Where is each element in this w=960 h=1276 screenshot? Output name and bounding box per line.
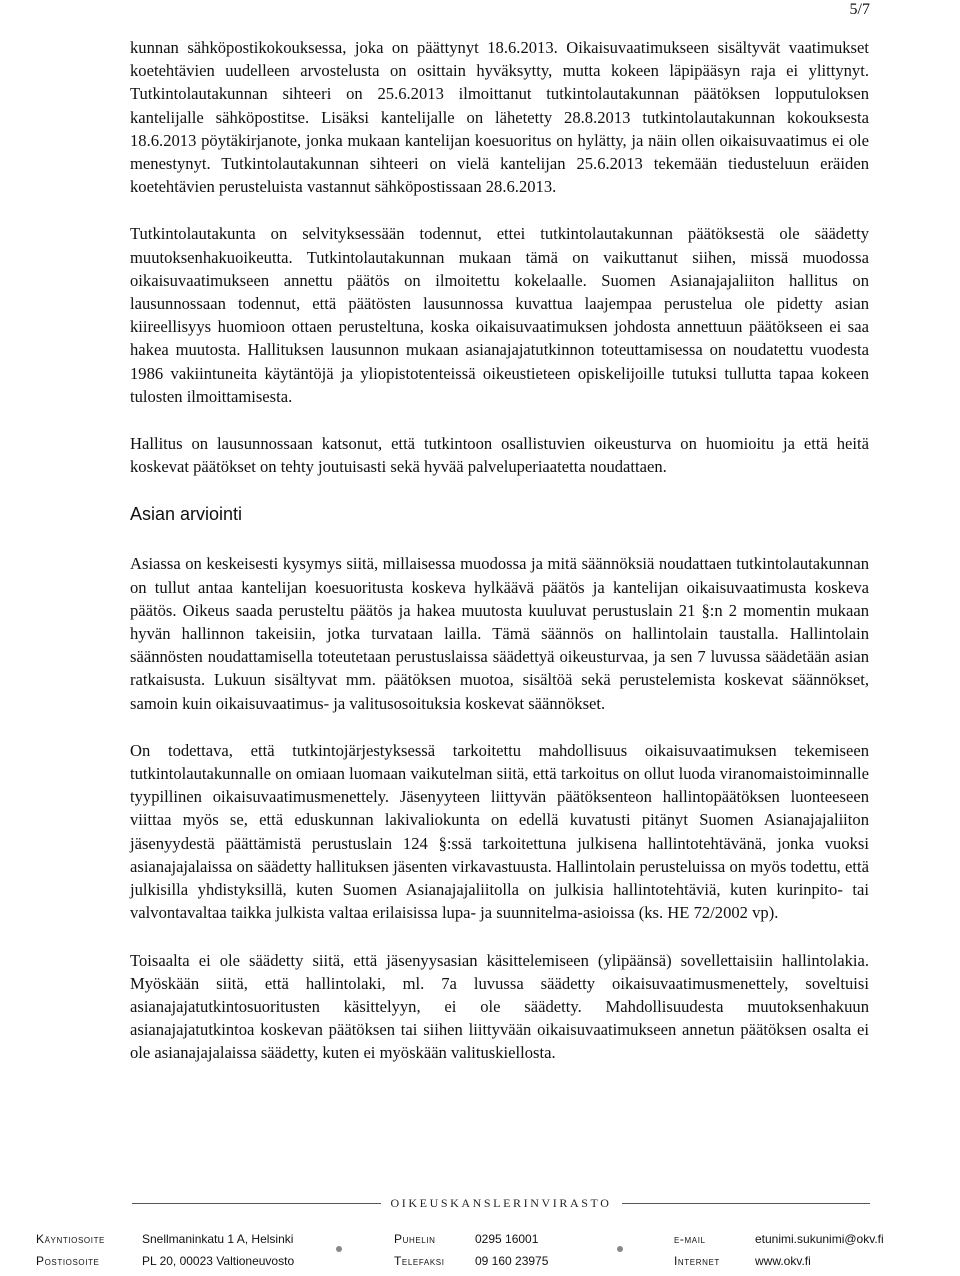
footer-brand-rule bbox=[132, 1196, 870, 1211]
footer-brand: OIKEUSKANSLERINVIRASTO bbox=[390, 1196, 612, 1210]
visit-value: Snellmaninkatu 1 A, Helsinki bbox=[142, 1232, 294, 1246]
footer-line-left bbox=[132, 1203, 381, 1204]
paragraph-1: kunnan sähköpostikokouksessa, joka on päättynyt 18.6.2013. Oikaisuvaatimukseen sisältyvät vaatimukset koetehtävien uudelleen arvostelusta on osittain hyväksytty, mutta kokeen läpipääsyn raja ei ylittynyt. Tutkintolautakunnan sihteeri on 25.6.2013 ilmoittanut tutkintolautakunnan päätöksen lopputuloksen kantelijalle sähköpostitse. Lisäksi kantelijalle on lähetetty 28.8.2013 tutkintolautakunnan kokouksesta 18.6.2013 pöytäkirjanote, jonka mukaan kantelijan koesuoritus on hylätty, ja näin ollen oikaisuvaatimus ei ole menestynyt. Tutkintolautakunnan sihteeri on vielä kantelijan 25.6.2013 tekemään tiedusteluun eräiden koetehtävien perusteluista vastannut sähköpostissaan 28.6.2013. bbox=[130, 38, 869, 197]
footer-contact bbox=[36, 1232, 916, 1276]
footer-bullet-icon bbox=[336, 1246, 342, 1252]
footer-bullet-icon bbox=[617, 1246, 623, 1252]
paragraph-4: Asiassa on keskeisesti kysymys siitä, millaisessa muodossa ja mitä säännöksiä noudattaen tutkintolautakunnan on tullut antaa kantelijan koesuoritusta koskeva hylkäävä päätös ja kantelijan oikaisuvaatimusta koskeva päätös. Oikeus saada perusteltu päätös ja hakea muutosta kuuluvat perustuslain 21 §:n 2 momentin mukaan hyvän hallinnon takeisiin, jotka turvataan lailla. Tämä säännös on hallintolain taustalla. Hallintolain säännösten noudattamisella toteutetaan perustuslaissa säädettyä oikeusturvaa, ja sen 7 luvussa säädetään asian ratkaisusta. Lukuun sisältyvat mm. päätöksen muotoa, sisältöä sekä perustelemista koskevat säännökset, samoin kuin oikaisuvaatimus- ja valitusosoituksia koskevat säännökset. bbox=[130, 554, 869, 713]
footer-row-1 bbox=[36, 1232, 916, 1254]
paragraph-5: On todettava, että tutkintojärjestyksessä tarkoitettu mahdollisuus oikaisuvaatimuksen tekemiseen tutkintolautakunnalle on omiaan luomaan vaikutelman siitä, että tarkoitus on ollut luoda viranomaistoiminnalle tyypillinen oikaisuvaatimusmenettely. Jäsenyyteen liittyvän päätöksenteon hallintopäätöksen luonteeseen viittaa myös se, että eduskunnan lakivaliokunta on edellä kuvatusti pitänyt Suomen Asianajajaliiton jäsenyydestä päättämistä perustuslain 124 §:ssä tarkoitettuna julkisena hallintotehtävänä, jonka vuoksi asianajajalaissa on säädetty hallituksen jäsenten virkavastuusta. Hallintolain perusteluissa on myös todettu, että julkisilla yhdistyksillä, kuten Suomen Asianajajaliitolla on julkisia hallintotehtäviä, kuten kurinpito- tai valvontavaltaa taikka julkista valtaa erilaisissa lupa- ja suunnitelma-asioissa (ks. HE 72/2002 vp). bbox=[130, 740, 869, 923]
footer-row-2 bbox=[36, 1254, 916, 1276]
page-number: 5/7 bbox=[849, 1, 870, 18]
web-value[interactable]: www.okv.fi bbox=[755, 1254, 811, 1268]
email-label: e-mail bbox=[674, 1232, 706, 1246]
paragraph-6: Toisaalta ei ole säädetty siitä, että jäsenyysasian käsittelemiseen (ylipäänsä) sovellettaisiin hallintolakia. Myöskään siitä, että hallintolaki, ml. 7a luvussa säädetty oikaisuvaatimusmenettely, soveltuisi asianajajatutkintosuoritusten käsittelyyn, ei ole säädetty. Mahdollisuudesta muutoksenhakuun asianajajatutkintoa koskevan päätöksen tai siihen liittyvään oikaisuvaatimukseen annetun päätöksen osalta ei ole asianajajalaissa säädetty, kuten ei myöskään valituskiellosta. bbox=[130, 950, 869, 1063]
post-label: Postiosoite bbox=[36, 1254, 100, 1268]
document-body bbox=[130, 36, 869, 1089]
email-value[interactable]: etunimi.sukunimi@okv.fi bbox=[755, 1232, 884, 1246]
paragraph-2: Tutkintolautakunta on selvityksessään todennut, ettei tutkintolautakunnan päätöksestä ole säädetty muutoksenhakuoikeutta. Tutkintolautakunnan mukaan tämä on vaikuttanut siihen, missä muodossa oikaisuvaatimukseen annettu päätös on ilmoitettu kokelaalle. Suomen Asianajajaliiton hallitus on lausunnossaan todennut, että päätösten lausunnossa kuvattua laajempaa perustelua ole pidetty asian kiireellisyys huomioon ottaen perusteltuna, koska oikaisuvaatimuksen johdosta annettuun päätökseen ei saa hakea muutosta. Hallituksen lausunnon mukaan asianajajatutkinnon toteuttamisessa on noudatettu vuodesta 1986 vakiintuneita käytäntöjä ja yliopistotenteissä oikeustieteen opiskelijoille tutuksi tullutta tapaa kokeen tulosten ilmoittamisesta. bbox=[130, 224, 869, 406]
web-label: Internet bbox=[674, 1254, 720, 1268]
visit-label: Käyntiosoite bbox=[36, 1232, 105, 1246]
paragraph-3: Hallitus on lausunnossaan katsonut, että tutkintoon osallistuvien oikeusturva on huomioitu ja että heitä koskevat päätökset on tehty joutuisasti sekä hyvää palveluperiaatetta noudattaen. bbox=[130, 434, 869, 477]
post-value: PL 20, 00023 Valtioneuvosto bbox=[142, 1254, 295, 1268]
phone-value: 0295 16001 bbox=[475, 1232, 539, 1246]
fax-value: 09 160 23975 bbox=[475, 1254, 549, 1268]
fax-label: Telefaksi bbox=[394, 1254, 445, 1268]
phone-label: Puhelin bbox=[394, 1232, 436, 1246]
section-heading: Asian arviointi bbox=[130, 504, 243, 525]
footer-line-right bbox=[622, 1203, 871, 1204]
